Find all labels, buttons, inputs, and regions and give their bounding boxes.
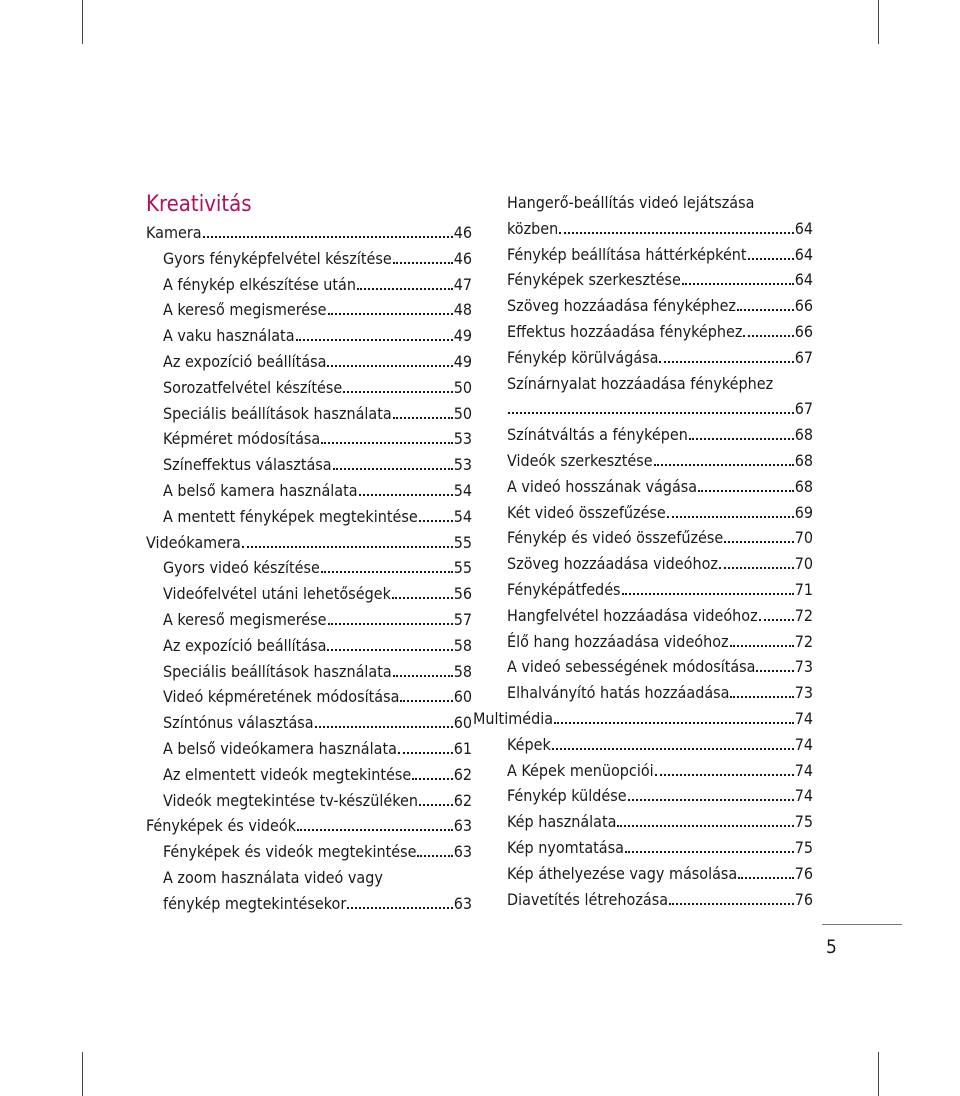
toc-entry-page: 70 (794, 528, 813, 548)
toc-entry[interactable] (490, 525, 813, 551)
dot-leader (296, 339, 453, 341)
toc-entry[interactable] (146, 452, 472, 478)
dot-leader (730, 696, 793, 698)
toc-entry-title: Fényképek és videók megtekintése (163, 842, 417, 862)
dot-leader (400, 700, 452, 702)
toc-list-right (473, 190, 813, 912)
dot-leader (659, 361, 793, 363)
toc-entry[interactable] (146, 633, 472, 659)
toc-entry-title: Fényképátfedés (507, 579, 621, 599)
toc-entry-title: Fényképek és videók (146, 816, 297, 836)
dot-leader (327, 365, 452, 367)
toc-entry-page: 75 (794, 837, 813, 857)
dot-leader (359, 494, 453, 496)
dot-leader (333, 468, 453, 470)
dot-leader (756, 670, 793, 672)
toc-entry-title: Videó képméretének módosítása (163, 687, 400, 707)
toc-entry[interactable] (490, 500, 813, 526)
dot-leader (315, 726, 453, 728)
toc-entry[interactable] (490, 861, 813, 887)
toc-entry-page: 58 (453, 661, 472, 681)
toc-entry-title: Speciális beállítások használata (163, 661, 392, 681)
toc-entry-page: 67 (794, 347, 813, 367)
dot-leader (393, 262, 453, 264)
toc-entry-page: 74 (794, 708, 813, 728)
toc-entry[interactable] (146, 297, 472, 323)
toc-entry-title: Gyors fényképfelvétel készítése (163, 248, 392, 268)
toc-entry[interactable] (490, 319, 813, 345)
toc-entry[interactable] (490, 603, 813, 629)
toc-entry[interactable] (146, 272, 472, 298)
toc-entry[interactable] (490, 345, 813, 371)
crop-mark-top-left (82, 0, 83, 44)
toc-entry-title: Gyors videó készítése (163, 558, 320, 578)
toc-entry-page: 63 (453, 816, 472, 836)
toc-entry[interactable] (146, 684, 472, 710)
toc-entry-page: 71 (794, 579, 813, 599)
toc-entry[interactable] (490, 835, 813, 861)
toc-entry-chapter[interactable] (146, 220, 472, 246)
dot-leader (625, 851, 794, 853)
page-number-rule (822, 924, 902, 925)
dot-leader (622, 593, 794, 595)
toc-entry-title: Az elmentett videók megtekintése (163, 764, 412, 784)
toc-entry-title: A belső videókamera használata (163, 738, 397, 758)
toc-entry-page: 68 (794, 425, 813, 445)
dot-leader (417, 855, 452, 857)
dot-leader (508, 412, 794, 414)
toc-entry-title: Effektus hozzáadása fényképhez (507, 321, 743, 341)
toc-entry-page: 50 (453, 377, 472, 397)
dot-leader (328, 313, 453, 315)
toc-entry-page: 74 (794, 760, 813, 780)
toc-entry-page: 63 (453, 893, 472, 913)
toc-entry-title: Fénykép küldése (507, 786, 627, 806)
toc-entry-title: Elhalványító hatás hozzáadása (507, 683, 730, 703)
toc-entry-title: Kép használata (507, 812, 617, 832)
toc-entry-page: 73 (794, 683, 813, 703)
toc-entry-title: Az expozíció beállítása (163, 351, 327, 371)
toc-entry[interactable] (490, 654, 813, 680)
toc-entry[interactable] (490, 551, 813, 577)
toc-entry-page: 54 (453, 480, 472, 500)
toc-entry[interactable] (490, 371, 813, 397)
toc-entry[interactable] (146, 426, 472, 452)
toc-entry-page: 46 (453, 248, 472, 268)
dot-leader (321, 571, 453, 573)
toc-entry-title: Fénykép körülvágása (507, 347, 659, 367)
toc-entry-title: A videó sebességének módosítása (507, 657, 756, 677)
toc-right-column (473, 190, 813, 912)
toc-entry-title: Hangfelvétel hozzáadása videóhoz (507, 605, 758, 625)
dot-leader (738, 877, 793, 879)
toc-entry-title: Képméret módosítása (163, 429, 321, 449)
toc-entry-page: 70 (794, 554, 813, 574)
dot-leader (321, 442, 452, 444)
crop-mark-bottom-right (878, 1052, 879, 1096)
dot-leader (617, 825, 793, 827)
toc-entry-page: 60 (453, 687, 472, 707)
toc-entry-title: Élő hang hozzáadása videóhoz (507, 631, 729, 651)
toc-entry-title: Színárnyalat hozzáadása fényképhez (507, 373, 774, 393)
toc-entry-page: 58 (453, 635, 472, 655)
toc-entry-title: A belső kamera használata (163, 480, 358, 500)
dot-leader (242, 546, 453, 548)
toc-entry[interactable] (490, 680, 813, 706)
dot-leader (724, 541, 793, 543)
crop-mark-top-right (878, 0, 879, 44)
toc-entry-page: 66 (794, 321, 813, 341)
dot-leader (759, 619, 794, 621)
toc-entry[interactable] (490, 293, 813, 319)
toc-entry-title: A mentett fényképek megtekintése (163, 506, 418, 526)
toc-entry-page: 76 (794, 863, 813, 883)
crop-mark-bottom-left (82, 1052, 83, 1096)
toc-entry-title: Két videó összefűzése (507, 502, 666, 522)
toc-entry-page: 64 (794, 218, 813, 238)
toc-entry[interactable] (490, 783, 813, 809)
toc-entry-title: fénykép megtekintésekor (163, 893, 347, 913)
toc-entry-title: közben (507, 218, 559, 238)
toc-entry[interactable] (490, 887, 813, 913)
toc-entry[interactable] (146, 349, 472, 375)
toc-entry-title: Diavetítés létrehozása (507, 889, 669, 909)
toc-entry-page: 72 (794, 605, 813, 625)
toc-entry[interactable] (490, 758, 813, 784)
dot-leader (559, 232, 793, 234)
toc-entry-title: Videófelvétel utáni lehetőségek (163, 584, 391, 604)
toc-entry-title: Hangerő-beállítás videó lejátszása (507, 193, 755, 212)
toc-entry-page: 72 (794, 631, 813, 651)
page-number: 5 (826, 936, 837, 958)
dot-leader (412, 778, 452, 780)
toc-entry-page: 61 (453, 738, 472, 758)
toc-entry-title: Fénykép beállítása háttérképként (507, 244, 747, 264)
section-title: Kreativitás (146, 192, 252, 217)
toc-entry-page: 55 (453, 558, 472, 578)
dot-leader (682, 283, 794, 285)
dot-leader (297, 829, 453, 831)
toc-entry-title: Speciális beállítások használata (163, 403, 392, 423)
toc-entry[interactable] (146, 323, 472, 349)
dot-leader (748, 258, 794, 260)
toc-entry-page: 55 (453, 532, 472, 552)
toc-entry-title: Fényképek szerkesztése (507, 270, 681, 290)
toc-entry-title: A kereső megismerése (163, 300, 327, 320)
dot-leader (654, 464, 794, 466)
toc-entry-title: Az expozíció beállítása (163, 635, 327, 655)
toc-entry[interactable] (490, 242, 813, 268)
dot-leader (203, 236, 453, 238)
toc-entry[interactable] (490, 422, 813, 448)
toc-entry[interactable] (146, 736, 472, 762)
toc-entry[interactable] (490, 474, 813, 500)
toc-entry-page: 68 (794, 450, 813, 470)
toc-entry-page: 74 (794, 734, 813, 754)
toc-left-column (146, 190, 472, 917)
toc-entry-chapter[interactable] (146, 530, 472, 556)
toc-entry-title: Kép nyomtatása (507, 837, 624, 857)
toc-entry-title: A kereső megismerése (163, 609, 327, 629)
toc-entry[interactable] (490, 448, 813, 474)
toc-entry[interactable] (490, 396, 813, 422)
toc-entry-page: 49 (453, 351, 472, 371)
dot-leader (393, 417, 453, 419)
toc-entry-title: A fénykép elkészítése után (163, 274, 356, 294)
toc-entry[interactable] (146, 246, 472, 272)
toc-entry-chapter[interactable] (473, 706, 813, 732)
toc-entry-page: 46 (453, 223, 472, 242)
toc-entry[interactable] (490, 732, 813, 758)
dot-leader (698, 490, 794, 492)
toc-entry-title: Színtónus választása (163, 713, 314, 733)
toc-entry-title: Színátváltás a fényképen (507, 425, 688, 445)
toc-entry[interactable] (146, 710, 472, 736)
toc-entry-page: 60 (453, 713, 472, 733)
toc-entry-page: 53 (453, 429, 472, 449)
toc-entry-page: 49 (453, 326, 472, 346)
dot-leader (343, 391, 452, 393)
dot-leader (419, 804, 453, 806)
toc-entry[interactable] (146, 607, 472, 633)
toc-entry[interactable] (146, 504, 472, 530)
toc-entry-page: 66 (794, 296, 813, 316)
dot-leader (667, 516, 794, 518)
toc-entry-page: 50 (453, 403, 472, 423)
toc-entry-title: Multimédia (473, 708, 554, 728)
dot-leader (392, 597, 453, 599)
toc-entry-page: 62 (453, 790, 472, 810)
toc-entry[interactable] (490, 216, 813, 242)
toc-entry-title: Szöveg hozzáadása videóhoz (507, 554, 718, 574)
toc-entry-title: Színeffektus választása (163, 455, 332, 475)
dot-leader (669, 903, 794, 905)
toc-entry-page: 53 (453, 455, 472, 475)
toc-entry-page: 47 (453, 274, 472, 294)
toc-entry-page: 73 (794, 657, 813, 677)
toc-entry[interactable] (146, 839, 472, 865)
toc-entry-page: 75 (794, 812, 813, 832)
toc-entry-title: Sorozatfelvétel készítése (163, 377, 343, 397)
toc-entry-title: Videók szerkesztése (507, 450, 653, 470)
toc-entry[interactable] (146, 581, 472, 607)
toc-entry-chapter[interactable] (146, 813, 472, 839)
toc-entry-page: 63 (453, 842, 472, 862)
toc-entry-page: 69 (794, 502, 813, 522)
dot-leader (743, 335, 793, 337)
toc-entry[interactable] (146, 788, 472, 814)
dot-leader (347, 907, 452, 909)
dot-leader (719, 567, 794, 569)
toc-entry[interactable] (490, 577, 813, 603)
dot-leader (655, 774, 794, 776)
toc-entry-title: Fénykép és videó összefűzése (507, 528, 724, 548)
dot-leader (357, 288, 453, 290)
dot-leader (328, 623, 453, 625)
toc-entry-page: 64 (794, 270, 813, 290)
toc-entry[interactable] (146, 762, 472, 788)
toc-entry[interactable] (490, 629, 813, 655)
dot-leader (419, 520, 453, 522)
dot-leader (737, 309, 794, 311)
toc-entry-page: 57 (453, 609, 472, 629)
toc-entry-page: 64 (794, 244, 813, 264)
dot-leader (730, 645, 794, 647)
toc-list-left (146, 220, 472, 917)
toc-entry-title: A vaku használata (163, 326, 295, 346)
toc-entry-page: 68 (794, 476, 813, 496)
toc-entry-page: 67 (794, 399, 813, 419)
toc-entry-title: A Képek menüopciói (507, 760, 654, 780)
toc-entry-title: Videók megtekintése tv-készüléken (163, 790, 418, 810)
toc-entry-page: 76 (794, 889, 813, 909)
toc-entry[interactable] (146, 659, 472, 685)
dot-leader (393, 675, 453, 677)
dot-leader (327, 649, 452, 651)
toc-entry-title: A zoom használata videó vagy (163, 867, 383, 887)
toc-entry-title: Képek (507, 734, 551, 754)
toc-entry[interactable] (490, 190, 813, 216)
toc-entry[interactable] (146, 891, 472, 917)
toc-entry-title: A videó hosszának vágása (507, 476, 698, 496)
toc-entry[interactable] (146, 401, 472, 427)
toc-entry[interactable] (146, 478, 472, 504)
toc-entry[interactable] (146, 555, 472, 581)
toc-entry-page: 74 (794, 786, 813, 806)
dot-leader (628, 799, 794, 801)
toc-entry[interactable] (490, 267, 813, 293)
dot-leader (554, 722, 794, 724)
toc-entry-page: 54 (453, 506, 472, 526)
toc-entry[interactable] (146, 865, 472, 891)
toc-entry-page: 62 (453, 764, 472, 784)
dot-leader (398, 752, 453, 754)
dot-leader (689, 438, 794, 440)
toc-entry-title: Kép áthelyezése vagy másolása (507, 863, 738, 883)
toc-entry-page: 48 (453, 300, 472, 320)
toc-entry-title: Szöveg hozzáadása fényképhez (507, 296, 736, 316)
toc-entry-page: 56 (453, 584, 472, 604)
toc-entry[interactable] (146, 375, 472, 401)
toc-entry-title: Kamera (146, 223, 202, 242)
toc-entry-title: Videókamera (146, 532, 241, 552)
dot-leader (552, 748, 794, 750)
toc-entry[interactable] (490, 809, 813, 835)
